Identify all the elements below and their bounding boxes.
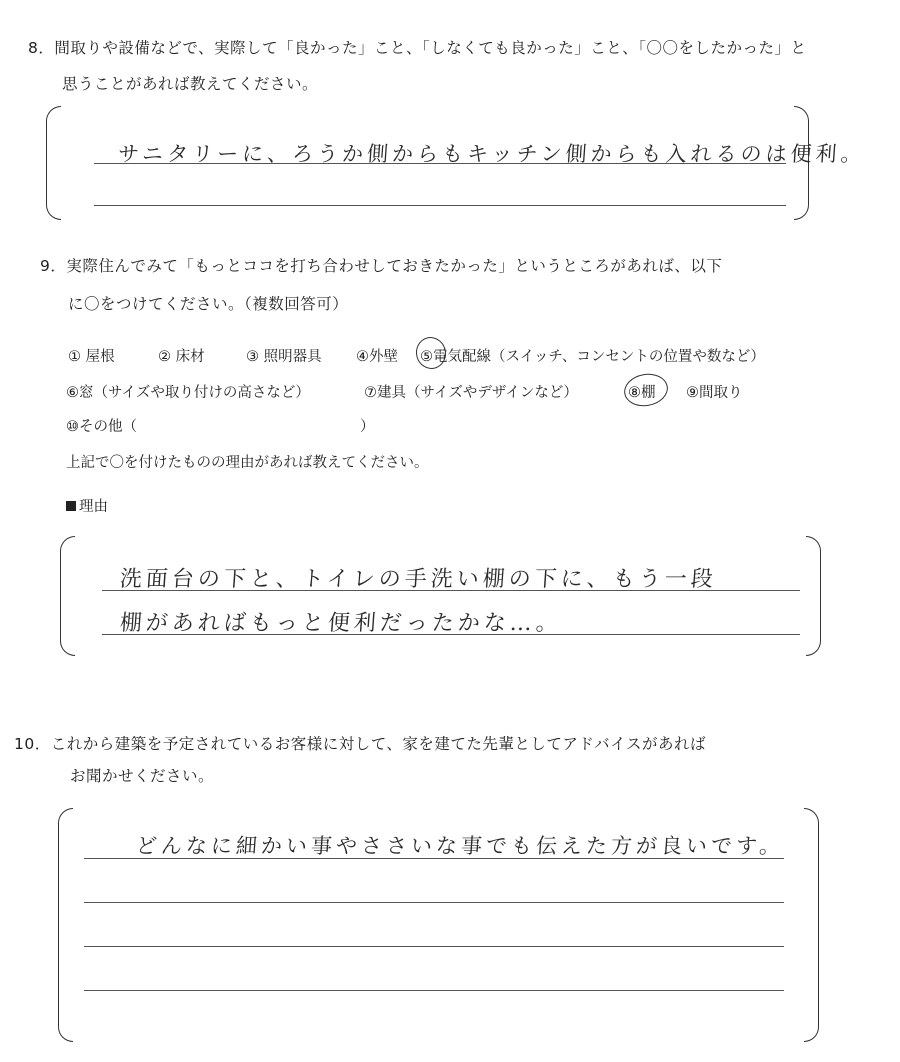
option-other-close-paren: ） bbox=[360, 419, 375, 435]
q8-handwritten-answer: サニタリーに、ろうか側からもキッチン側からも入れるのは便利。 bbox=[117, 142, 867, 166]
q9-reason-label: 理由 bbox=[79, 499, 108, 515]
q10-answer-rule-2 bbox=[84, 902, 784, 903]
q9-handwritten-answer-line2: 棚があればもっと便利だったかな…。 bbox=[118, 611, 563, 636]
option-shelves: ⑧棚 bbox=[628, 385, 656, 401]
q9-answer-bracket-left bbox=[60, 536, 75, 656]
square-bullet-icon bbox=[66, 501, 76, 511]
q9-question-line2: に〇をつけてください。（複数回答可） bbox=[68, 295, 349, 313]
option-exterior-wall: ④外壁 bbox=[356, 349, 398, 365]
q9-reason-heading bbox=[66, 495, 108, 516]
q9-answer-rule-2 bbox=[102, 634, 800, 635]
option-lighting: ③ 照明器具 bbox=[246, 349, 322, 365]
q9-reason-prompt: 上記で〇を付けたものの理由があれば教えてください。 bbox=[66, 455, 429, 471]
q9-question-line1: 9．実際住んでみて「もっとココを打ち合わせしておきたかった」というところがあれば、以下 bbox=[40, 257, 723, 275]
option-other: ⑩その他（ bbox=[66, 419, 137, 435]
q8-question-line2: 思うことがあれば教えてください。 bbox=[62, 75, 319, 93]
option-electrical-wiring: ⑤電気配線（スイッチ、コンセントの位置や数など） bbox=[420, 349, 765, 365]
q8-answer-bracket-left bbox=[46, 106, 61, 220]
option-roof: ① 屋根 bbox=[68, 349, 115, 365]
selected-circle-mark-shelves bbox=[622, 370, 671, 409]
q9-answer-bracket-right bbox=[806, 536, 821, 656]
option-flooring: ② 床材 bbox=[158, 349, 205, 365]
q10-answer-bracket-left bbox=[58, 808, 73, 1042]
q10-question-line1: 10．これから建築を予定されているお客様に対して、家を建てた先輩としてアドバイスがあれば bbox=[14, 735, 706, 753]
q8-answer-rule-2 bbox=[94, 205, 786, 206]
q10-answer-rule-4 bbox=[84, 990, 784, 991]
selected-circle-mark-wiring bbox=[412, 334, 449, 373]
q8-answer-rule-1 bbox=[94, 163, 786, 164]
option-layout: ⑨間取り bbox=[686, 385, 743, 401]
q8-question-line1: 8．間取りや設備などで、実際して「良かった」こと、「しなくても良かった」こと、「〇〇をしたかった」と bbox=[28, 39, 807, 57]
q10-answer-rule-3 bbox=[84, 946, 784, 947]
q10-answer-bracket-right bbox=[804, 808, 819, 1042]
q9-answer-rule-1 bbox=[102, 590, 800, 591]
q10-question-line2: お聞かせください。 bbox=[70, 767, 215, 785]
option-windows: ⑥窓（サイズや取り付けの高さなど） bbox=[66, 385, 310, 401]
q10-answer-rule-1 bbox=[84, 858, 784, 859]
q9-handwritten-answer-line1: 洗面台の下と、トイレの手洗い棚の下に、もう一段 bbox=[118, 567, 718, 592]
q10-handwritten-answer: どんなに細かい事やささいな事でも伝えた方が良いです。 bbox=[135, 834, 786, 858]
option-fittings: ⑦建具（サイズやデザインなど） bbox=[364, 385, 578, 401]
